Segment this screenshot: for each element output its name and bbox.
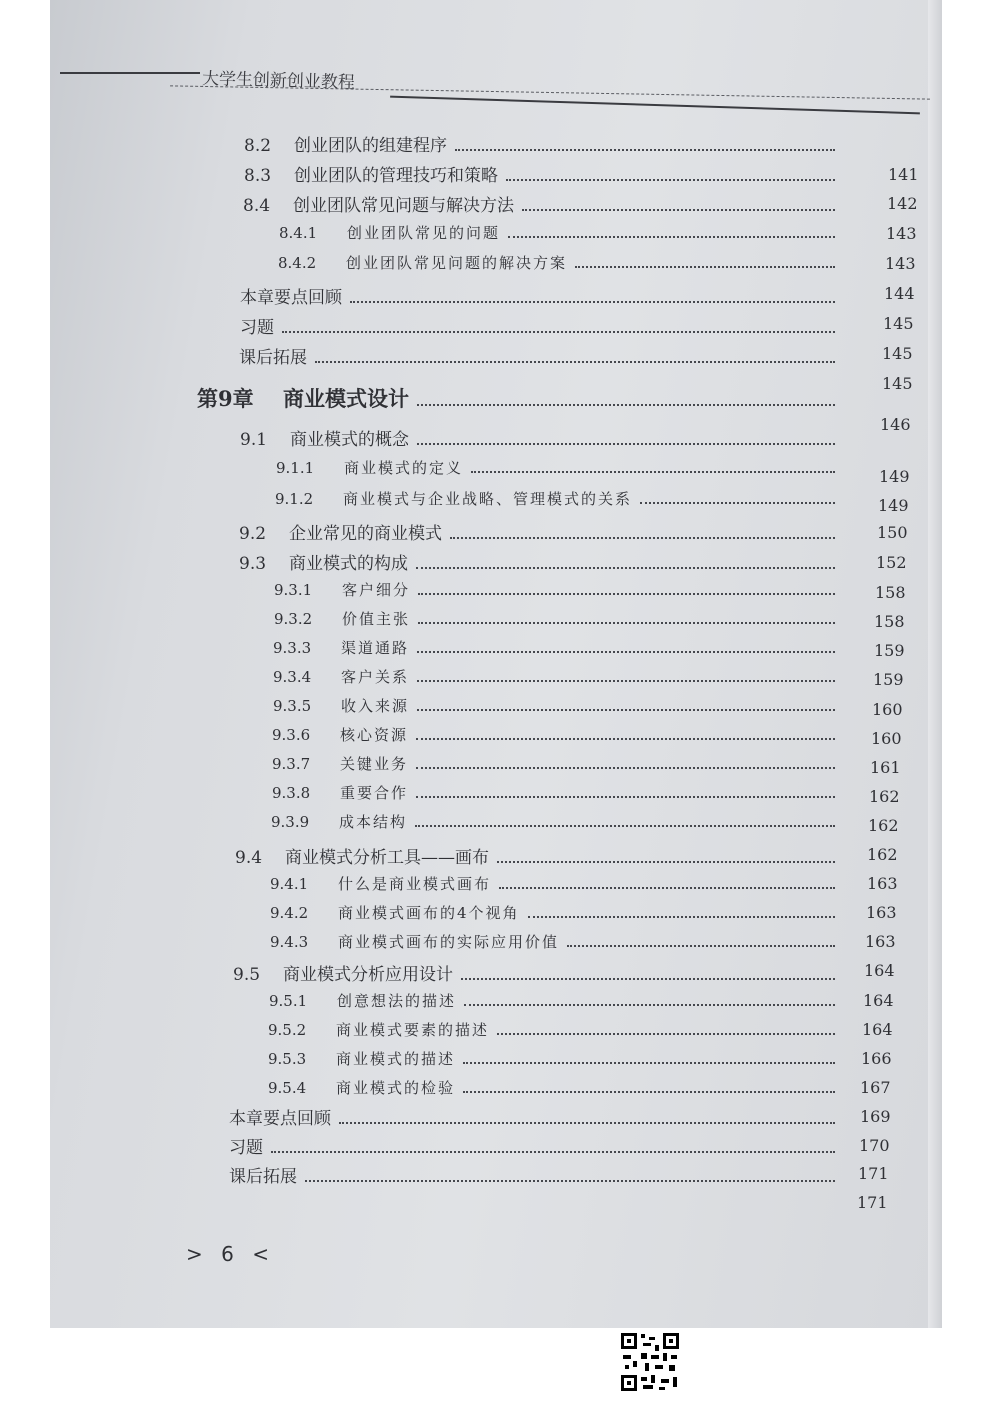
toc-entry — [240, 313, 841, 338]
toc-entry — [240, 283, 841, 308]
toc-title: 商业模式的描述 — [336, 1050, 456, 1068]
toc-entry — [243, 191, 841, 216]
toc-page-number: 171 — [857, 1193, 888, 1212]
toc-title: 商业模式设计 — [283, 386, 409, 411]
dot-leader — [528, 916, 835, 918]
toc-number: 8.4.2 — [278, 254, 317, 272]
toc-title: 创业团队的管理技巧和策略 — [294, 166, 498, 186]
toc-page-number: 161 — [870, 758, 901, 777]
toc-entry — [274, 579, 841, 600]
toc-entry — [240, 425, 841, 450]
toc-number: 9.1.1 — [276, 459, 315, 477]
dot-leader — [640, 502, 835, 504]
toc-entry — [229, 1133, 841, 1158]
toc-page-number: 159 — [873, 670, 904, 689]
dot-leader — [567, 945, 835, 947]
toc-title: 价值主张 — [342, 610, 411, 628]
toc-number: 9.3.5 — [273, 697, 312, 715]
toc-title: 成本结构 — [339, 813, 408, 831]
toc-title: 渠道通路 — [341, 639, 410, 657]
toc-title: 核心资源 — [340, 726, 409, 744]
toc-title: 商业模式与企业战略、管理模式的关系 — [343, 490, 633, 508]
toc-entry — [244, 161, 841, 186]
toc-entry — [229, 1104, 841, 1129]
header-rule-left — [60, 72, 200, 74]
toc-page-number: 146 — [880, 415, 911, 434]
toc-number: 9.5.1 — [269, 992, 308, 1010]
toc-number: 9.4.3 — [270, 933, 309, 951]
toc-page-number: 162 — [869, 787, 900, 806]
toc-entry — [233, 960, 841, 985]
dot-leader — [418, 622, 835, 624]
toc-page-number: 159 — [874, 641, 905, 660]
dot-leader — [415, 825, 835, 827]
toc-entry — [275, 488, 841, 509]
toc-entry — [239, 519, 841, 544]
toc-title: 商业模式的检验 — [336, 1079, 456, 1097]
toc-page-number: 141 — [888, 165, 919, 184]
toc-page-number: 163 — [865, 932, 896, 951]
dot-leader — [522, 209, 835, 211]
toc-page-number: 164 — [863, 991, 894, 1010]
toc-page-number: 145 — [883, 314, 914, 333]
toc-page-number: 164 — [862, 1020, 893, 1039]
book-title: 大学生创新创业教程 — [201, 69, 356, 93]
dot-leader — [416, 738, 835, 740]
toc-number: 9.3 — [239, 554, 267, 574]
dot-leader — [450, 537, 835, 539]
toc-page-number: 170 — [859, 1136, 890, 1155]
dot-leader — [471, 471, 835, 473]
toc-number: 第9章 — [197, 386, 254, 411]
toc-entry — [268, 1048, 841, 1069]
toc-page-number: 145 — [882, 344, 913, 363]
dot-leader — [417, 651, 835, 653]
toc-page-number: 162 — [867, 845, 898, 864]
toc-title: 商业模式的构成 — [289, 554, 408, 574]
toc-title: 商业模式画布的实际应用价值 — [338, 933, 560, 951]
toc-entry — [273, 637, 841, 658]
dot-leader — [508, 236, 835, 238]
toc-entry — [269, 990, 841, 1011]
toc-page-number: 149 — [879, 467, 910, 486]
toc-entry — [268, 1019, 841, 1040]
toc-number: 8.3 — [244, 166, 272, 186]
toc-entry — [278, 252, 841, 273]
toc-page-number: 158 — [875, 583, 906, 602]
dot-leader — [497, 1033, 835, 1035]
toc-page-number: 150 — [877, 523, 908, 542]
toc-entry — [273, 666, 841, 687]
toc-title: 商业模式分析工具——画布 — [285, 848, 489, 868]
toc-entry — [270, 931, 841, 952]
header-rule-dashed — [170, 85, 930, 99]
toc-title: 创业团队常见的问题 — [347, 224, 501, 242]
toc-title: 创业团队的组建程序 — [294, 136, 447, 156]
toc-entry — [268, 1077, 841, 1098]
toc-page-number: 142 — [887, 194, 918, 213]
header-rule-main — [390, 96, 920, 115]
toc-title: 商业模式分析应用设计 — [283, 965, 453, 985]
dot-leader — [455, 149, 835, 151]
dot-leader — [416, 567, 835, 569]
toc-number: 9.3.8 — [272, 784, 311, 802]
scanned-page — [50, 0, 942, 1328]
toc-page-number: 171 — [858, 1164, 889, 1183]
toc-entry — [229, 1162, 841, 1187]
toc-number: 8.4 — [243, 196, 271, 216]
qr-code — [619, 1331, 681, 1393]
toc-title: 创业团队常见问题的解决方案 — [346, 254, 568, 272]
toc-entry — [270, 873, 841, 894]
toc-title: 创业团队常见问题与解决方法 — [293, 196, 514, 216]
toc-page-number: 149 — [878, 496, 909, 515]
toc-entry — [271, 811, 841, 832]
toc-page-number: 169 — [860, 1107, 891, 1126]
toc-number: 9.4.1 — [270, 875, 309, 893]
toc-number: 9.3.1 — [274, 581, 313, 599]
toc-title: 关键业务 — [340, 755, 409, 773]
toc-entry — [239, 343, 841, 368]
toc-title: 客户细分 — [342, 581, 411, 599]
dot-leader — [416, 796, 835, 798]
toc-entry — [244, 131, 841, 156]
toc-number: 9.5.4 — [268, 1079, 307, 1097]
toc-number: 9.4.2 — [270, 904, 309, 922]
toc-number: 9.3.2 — [274, 610, 313, 628]
toc-entry — [273, 695, 841, 716]
dot-leader — [464, 1004, 835, 1006]
toc-entry — [274, 608, 841, 629]
toc-number: 9.3.4 — [273, 668, 312, 686]
toc-page-number: 162 — [868, 816, 899, 835]
toc-entry — [270, 902, 841, 923]
toc-page-number: 160 — [872, 700, 903, 719]
toc-number: 9.3.3 — [273, 639, 312, 657]
dot-leader — [271, 1151, 835, 1153]
page-number: > 6 < — [186, 1242, 275, 1266]
toc-page-number: 143 — [886, 224, 917, 243]
toc-number: 8.4.1 — [279, 224, 318, 242]
toc-title: 商业模式的定义 — [344, 459, 464, 477]
toc-page-number: 166 — [861, 1049, 892, 1068]
toc-entry — [272, 753, 841, 774]
toc-title: 本章要点回顾 — [229, 1109, 331, 1129]
toc-page-number: 143 — [885, 254, 916, 273]
toc-title: 什么是商业模式画布 — [338, 875, 492, 893]
toc-number: 9.1 — [240, 430, 268, 450]
toc-title: 商业模式要素的描述 — [336, 1021, 490, 1039]
toc-title: 课后拓展 — [239, 348, 307, 368]
toc-page-number: 158 — [874, 612, 905, 631]
toc-entry — [272, 724, 841, 745]
dot-leader — [463, 1091, 835, 1093]
dot-leader — [417, 404, 835, 406]
toc-title: 习题 — [229, 1138, 263, 1158]
toc-entry — [272, 782, 841, 803]
toc-number: 9.3.6 — [272, 726, 311, 744]
dot-leader — [417, 709, 835, 711]
toc-page-number: 163 — [867, 874, 898, 893]
qr-code-icon — [619, 1331, 681, 1393]
dot-leader — [575, 266, 835, 268]
toc-page-number: 144 — [884, 284, 915, 303]
dot-leader — [506, 179, 835, 181]
toc-entry — [279, 222, 841, 243]
toc-page-number: 167 — [860, 1078, 891, 1097]
toc-number: 9.3.7 — [272, 755, 311, 773]
dot-leader — [416, 767, 835, 769]
toc-title: 商业模式画布的4个视角 — [338, 904, 520, 922]
dot-leader — [282, 331, 835, 333]
toc-title: 客户关系 — [341, 668, 410, 686]
toc-page-number: 145 — [882, 374, 913, 393]
toc-entry — [235, 843, 841, 868]
toc-page-number: 163 — [866, 903, 897, 922]
toc-number: 8.2 — [244, 136, 272, 156]
toc-page-number: 152 — [876, 553, 907, 572]
toc-title: 课后拓展 — [229, 1167, 297, 1187]
dot-leader — [461, 978, 835, 980]
toc-page-number: 160 — [871, 729, 902, 748]
toc-title: 商业模式的概念 — [290, 430, 409, 450]
dot-leader — [339, 1122, 835, 1124]
toc-number: 9.5.2 — [268, 1021, 307, 1039]
chapter-heading — [197, 383, 841, 413]
toc-title: 本章要点回顾 — [240, 288, 342, 308]
toc-number: 9.1.2 — [275, 490, 314, 508]
toc-title: 收入来源 — [341, 697, 410, 715]
toc-number: 9.2 — [239, 524, 267, 544]
toc-number: 9.5 — [233, 965, 261, 985]
toc-number: 9.3.9 — [271, 813, 310, 831]
toc-title: 重要合作 — [340, 784, 409, 802]
dot-leader — [497, 861, 835, 863]
dot-leader — [417, 443, 835, 445]
toc-entry — [239, 549, 841, 574]
dot-leader — [305, 1180, 835, 1182]
dot-leader — [418, 593, 835, 595]
toc-title: 企业常见的商业模式 — [289, 524, 442, 544]
toc-page-number: 164 — [864, 961, 895, 980]
dot-leader — [315, 361, 835, 363]
dot-leader — [350, 301, 835, 303]
dot-leader — [499, 887, 835, 889]
toc-number: 9.5.3 — [268, 1050, 307, 1068]
dot-leader — [463, 1062, 835, 1064]
toc-number: 9.4 — [235, 848, 263, 868]
toc-entry — [276, 457, 841, 478]
toc-title: 习题 — [240, 318, 274, 338]
page-edge — [928, 0, 942, 1328]
toc-title: 创意想法的描述 — [337, 992, 457, 1010]
dot-leader — [417, 680, 835, 682]
